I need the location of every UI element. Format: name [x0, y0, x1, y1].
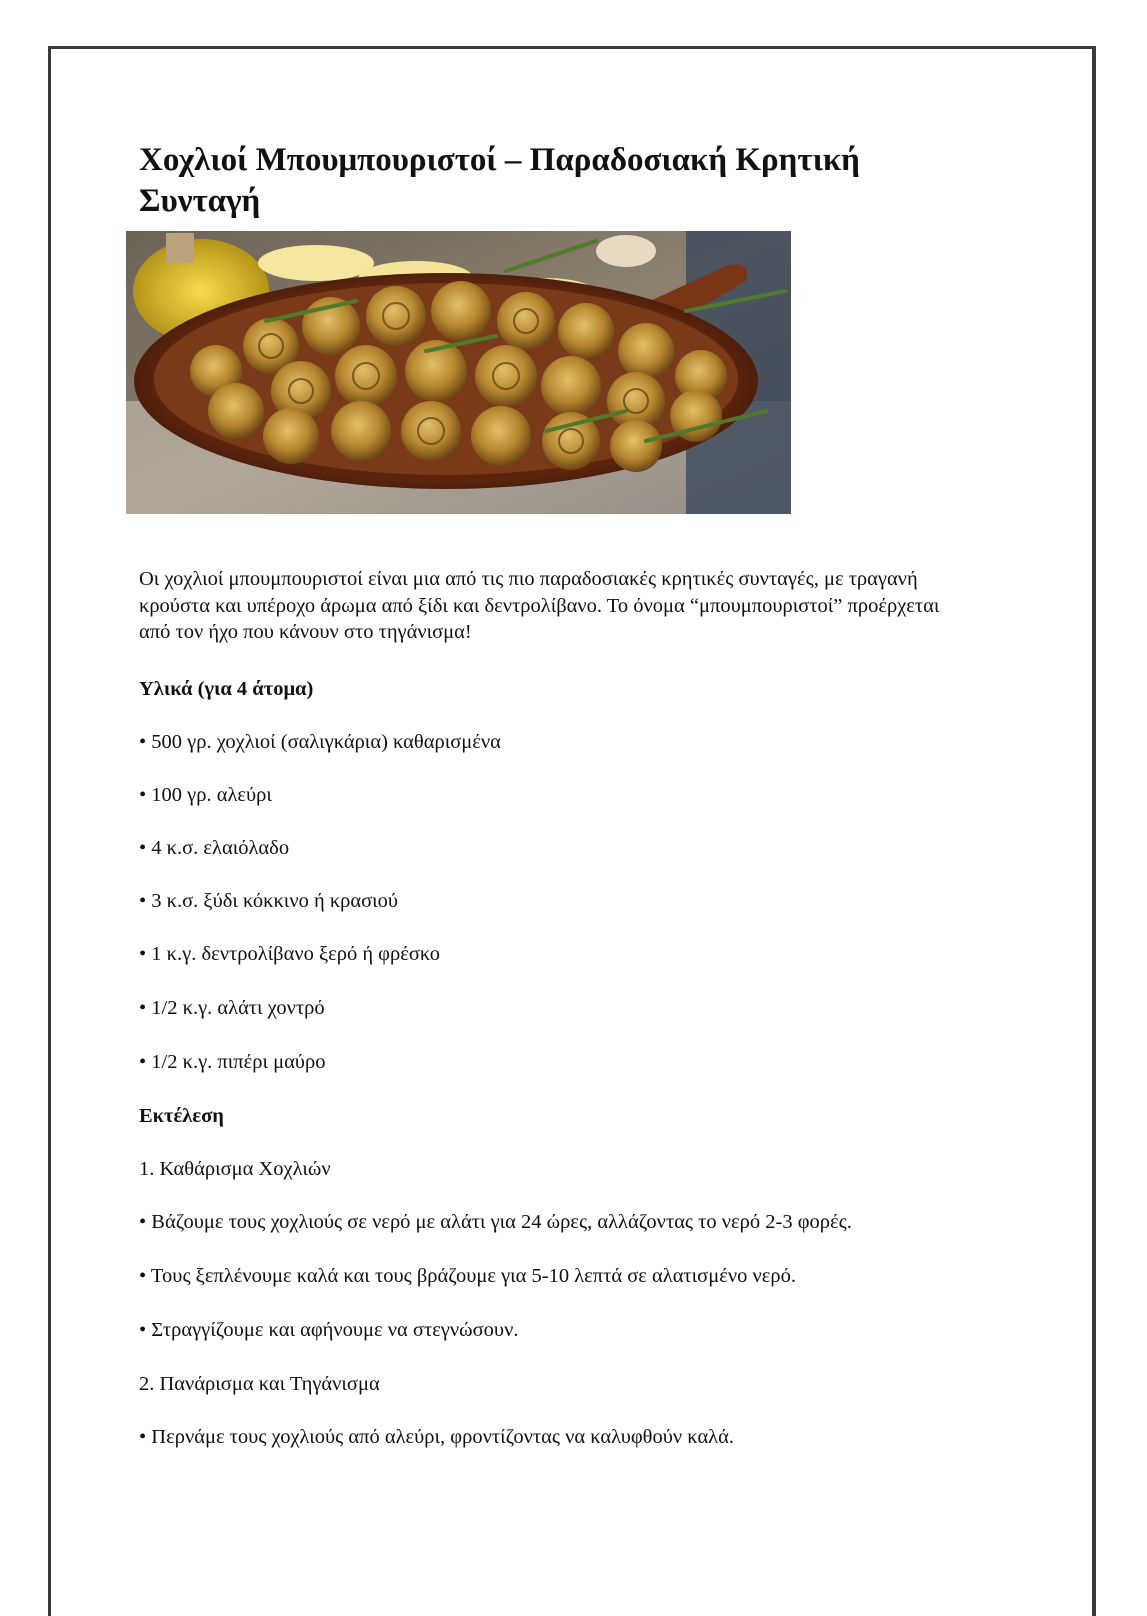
method-step-title: 1. Καθάρισμα Χοχλιών — [139, 1158, 331, 1180]
method-step-item: • Τους ξεπλένουμε καλά και τους βράζουμε για 5-10 λεπτά σε αλατισμένο νερό. — [139, 1265, 796, 1287]
method-step-item: • Βάζουμε τους χοχλιούς σε νερό με αλάτι για 24 ώρες, αλλάζοντας το νερό 2-3 φορές. — [139, 1211, 852, 1233]
page-title: Χοχλιοί Μπουμπουριστοί – Παραδοσιακή Κρητική Συνταγή — [139, 142, 860, 219]
ingredient-item: • 1/2 κ.γ. πιπέρι μαύρο — [139, 1051, 326, 1073]
ingredient-item: • 1 κ.γ. δεντρολίβανο ξερό ή φρέσκο — [139, 943, 441, 965]
ingredients-heading: Υλικά (για 4 άτομα) — [139, 678, 314, 700]
ingredient-item: • 4 κ.σ. ελαιόλαδο — [139, 837, 290, 859]
method-step-title: 2. Πανάρισμα και Τηγάνισμα — [139, 1373, 380, 1395]
method-heading: Εκτέλεση — [139, 1105, 224, 1127]
ingredient-item: • 1/2 κ.γ. αλάτι χοντρό — [139, 997, 325, 1019]
method-step-item: • Περνάμε τους χοχλιούς από αλεύρι, φροντίζοντας να καλυφθούν καλά. — [139, 1426, 734, 1448]
ingredient-item: • 100 γρ. αλεύρι — [139, 784, 272, 806]
ingredient-item: • 3 κ.σ. ξύδι κόκκινο ή κρασιού — [139, 890, 399, 912]
intro-paragraph: Οι χοχλιοί μπουμπουριστοί είναι μια από τις πιο παραδοσιακές κρητικές συνταγές, με τραγανή κρούστα και υπέροχο άρωμα από ξίδι και δεντρολίβανο. Το όνομα “μπουμπουριστοί” προέρχεται από τον ήχο που κάνουν στο τηγάνισμα! — [139, 568, 940, 643]
ingredient-item: • 500 γρ. χοχλιοί (σαλιγκάρια) καθαρισμένα — [139, 731, 501, 753]
method-step-item: • Στραγγίζουμε και αφήνουμε να στεγνώσουν. — [139, 1319, 519, 1341]
snails-dish-photo — [126, 231, 791, 514]
